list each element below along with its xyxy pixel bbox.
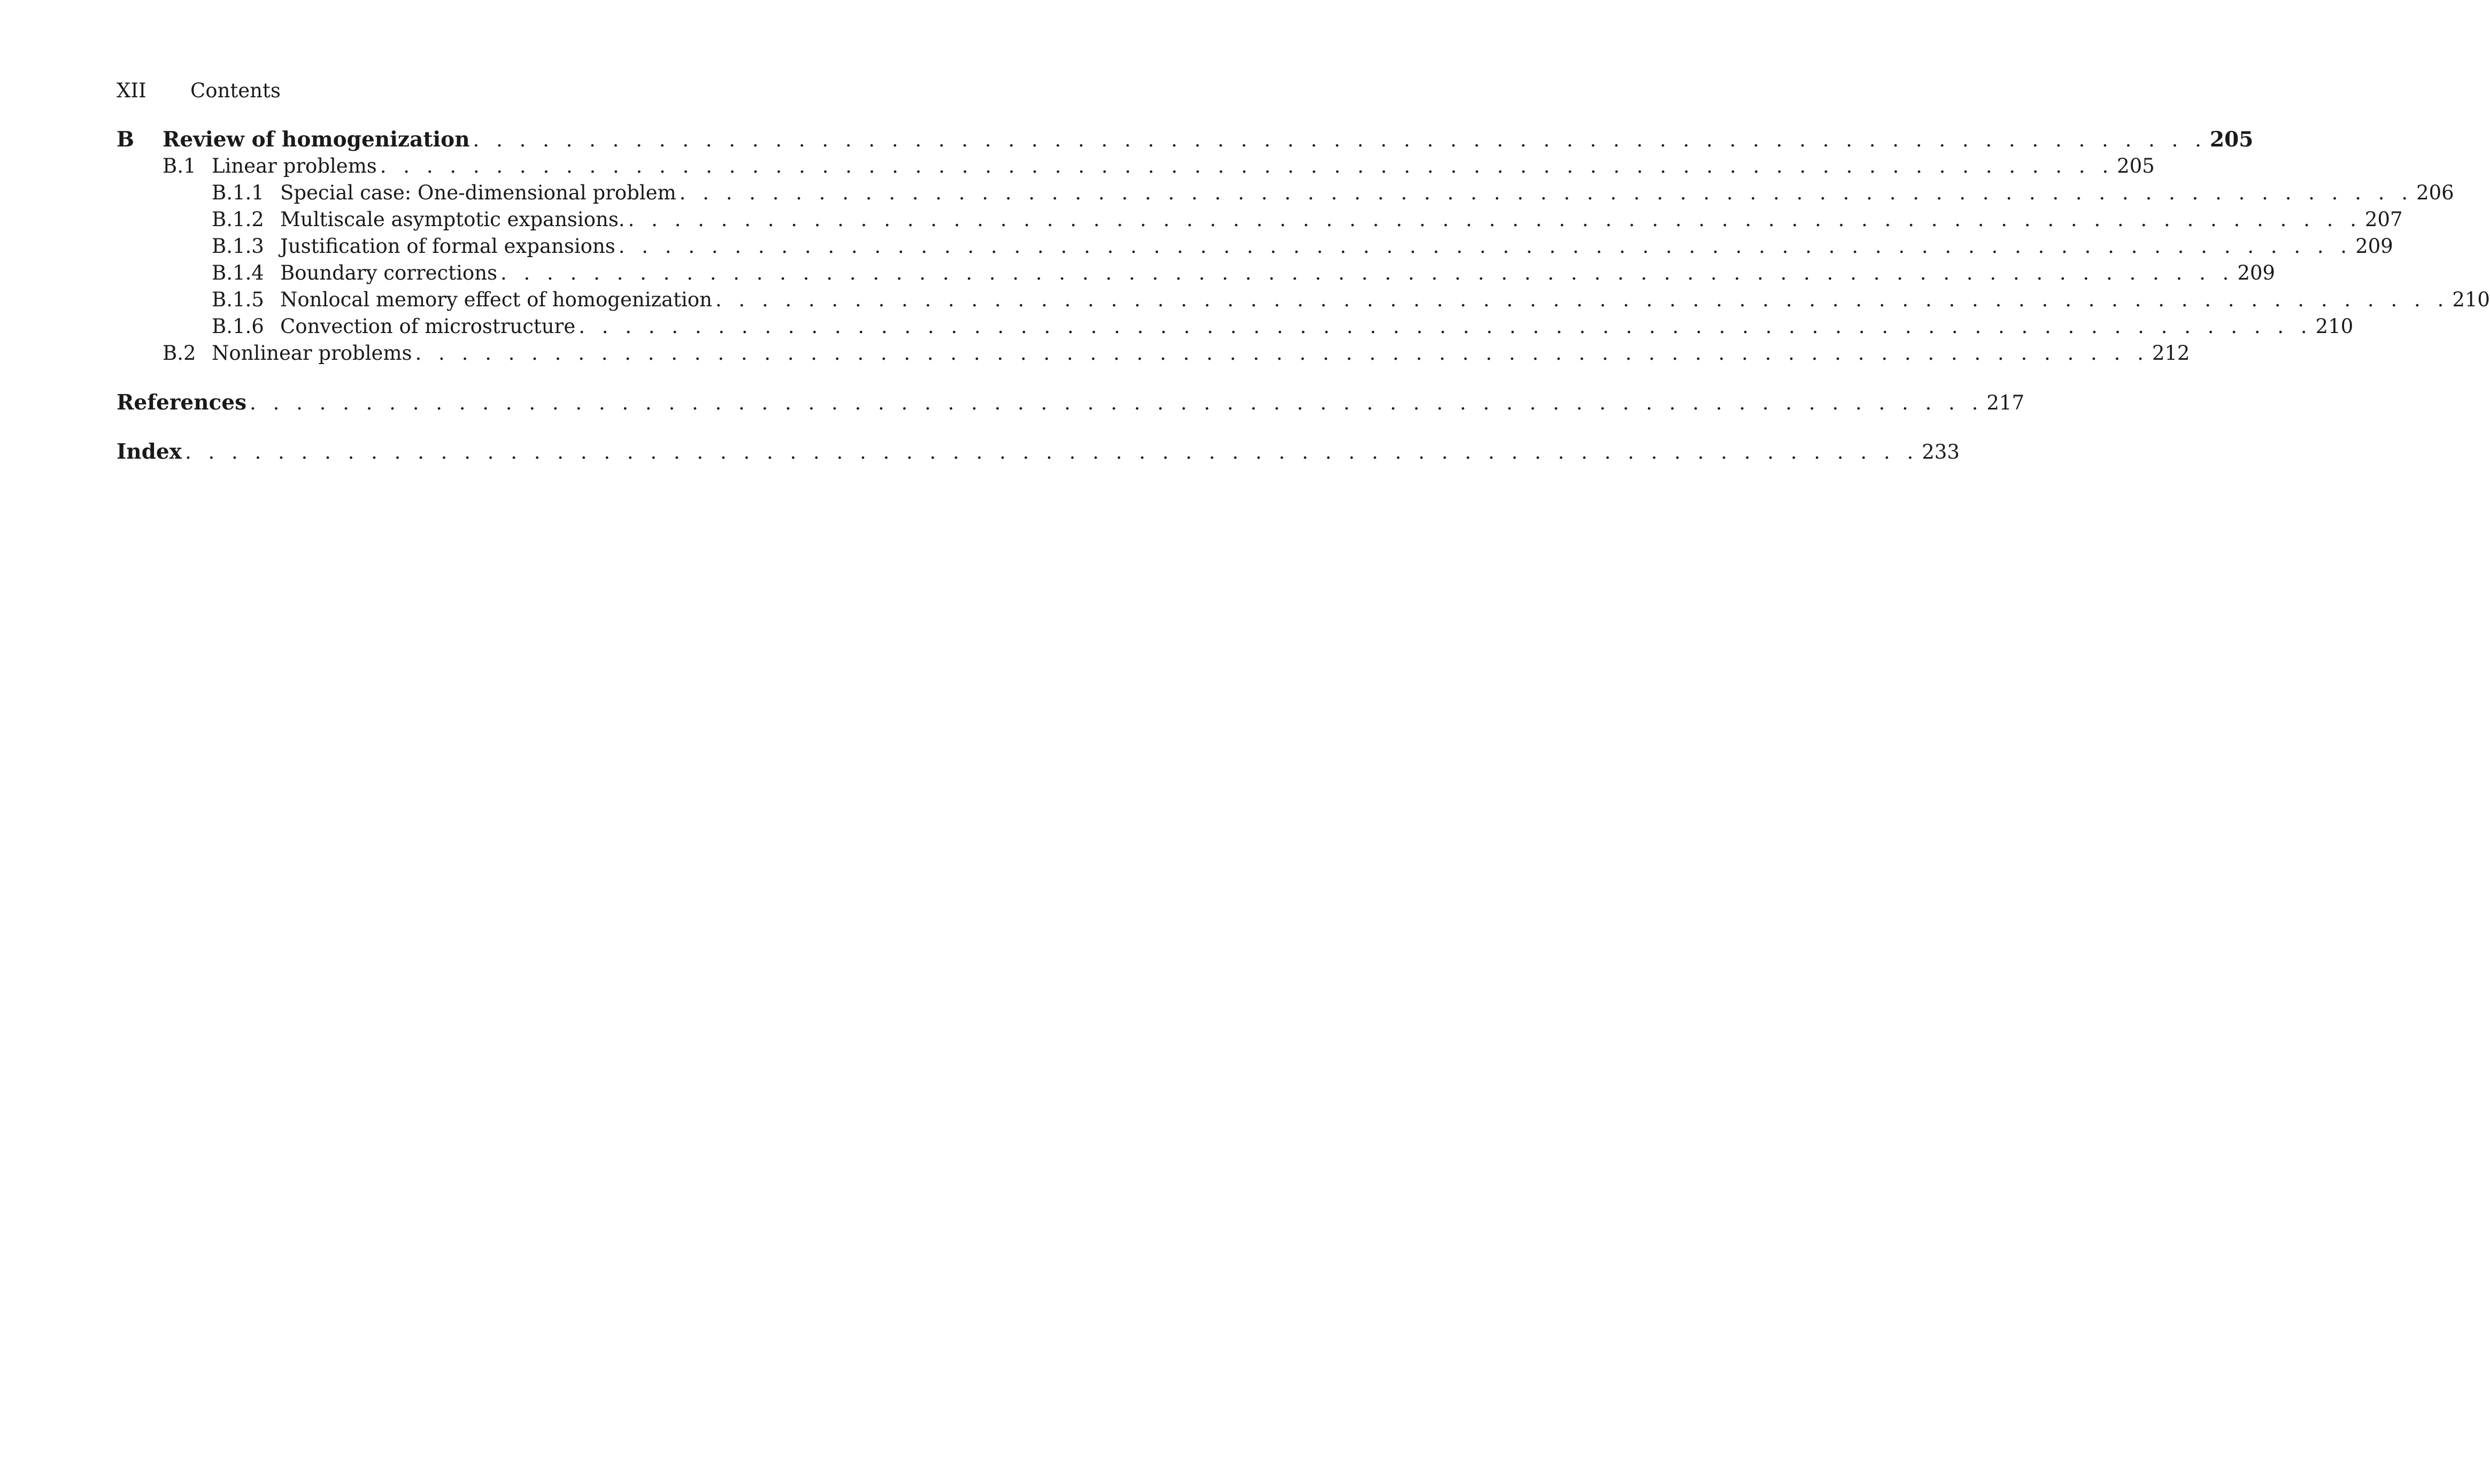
toc-entry-number: B.1.5 [212,288,264,311]
toc-entry-number: B.1.4 [212,261,264,284]
toc-entry-title: Special case: One-dimensional problem [280,181,676,204]
toc-entry-title: Multiscale asymptotic expansions. [280,208,625,231]
toc-entry-page: 209 [2237,261,2276,284]
toc-entry-number: B [117,127,134,152]
toc-entry-subsection-b15[interactable] [117,287,2490,313]
toc-entry-title: Nonlinear problems [212,342,412,365]
toc-entry-subsection-b13[interactable] [117,233,2393,260]
toc-entry-page: 210 [2315,315,2354,338]
toc-leader-dots: . . . . . . . . . . . . . . . . . . . . . . . . . . . . . . . . . . . . . . . . . . . . . . . . . . . . . . . . . . . . . . . . . . . . . . . . . . . [500,261,2234,284]
toc-entry-title: Justification of formal expansions [280,235,615,258]
toc-leader-dots: . . . . . . . . . . . . . . . . . . . . . . . . . . . . . . . . . . . . . . . . . . . . . . . . . . . . . . . . . . . . . . . . . . . . . . . . . . . [618,235,2353,258]
toc-leader-dots: . . . . . . . . . . . . . . . . . . . . . . . . . . . . . . . . . . . . . . . . . . . . . . . . . . . . . . . . . . . . . . . . . . . . . . . . . . . [473,128,2207,151]
toc-entry-page: 206 [2416,181,2454,204]
toc-leader-dots: . . . . . . . . . . . . . . . . . . . . . . . . . . . . . . . . . . . . . . . . . . . . . . . . . . . . . . . . . . . . . . . . . . . . . . . . . . . [628,208,2362,231]
toc-entry-number: B.1.2 [212,208,264,231]
toc-entry-page: 210 [2452,288,2490,311]
toc-entry-title: Boundary corrections [280,261,498,284]
toc-entry-subsection-b14[interactable] [117,260,2276,287]
toc-entry-number: B.1 [163,154,196,177]
toc-entry-title: Index [117,439,182,464]
page-folio: XII [117,79,147,102]
toc-leader-dots: . . . . . . . . . . . . . . . . . . . . . . . . . . . . . . . . . . . . . . . . . . . . . . . . . . . . . . . . . . . . . . . . . . . . . . . . . . . [184,440,1919,463]
toc-entry-page: 205 [2117,154,2155,177]
toc-leader-dots: . . . . . . . . . . . . . . . . . . . . . . . . . . . . . . . . . . . . . . . . . . . . . . . . . . . . . . . . . . . . . . . . . . . . . . . . . . . [250,391,1984,414]
toc-entry-subsection-b12[interactable] [117,206,2403,233]
toc-entry-subsection-b16[interactable] [117,313,2354,340]
toc-entry-number: B.2 [163,342,196,365]
toc-entry-chapter-b[interactable] [117,126,2254,153]
toc-leader-dots: . . . . . . . . . . . . . . . . . . . . . . . . . . . . . . . . . . . . . . . . . . . . . . . . . . . . . . . . . . . . . . . . . . . . . . . . . . . [715,288,2449,311]
toc-leader-dots: . . . . . . . . . . . . . . . . . . . . . . . . . . . . . . . . . . . . . . . . . . . . . . . . . . . . . . . . . . . . . . . . . . . . . . . . . . . [579,315,2312,338]
running-head [117,78,281,104]
toc-entry-title: Linear problems [212,154,377,177]
toc-entry-page: 212 [2152,342,2190,365]
toc-entry-page: 233 [1922,440,1960,463]
toc-entry-title: Convection of microstructure [280,315,576,338]
running-head-title: Contents [190,79,281,102]
toc-entry-page: 205 [2209,127,2254,152]
toc-entry-subsection-b11[interactable] [117,180,2454,206]
toc-entry-number: B.1.6 [212,315,264,338]
toc-leader-dots: . . . . . . . . . . . . . . . . . . . . . . . . . . . . . . . . . . . . . . . . . . . . . . . . . . . . . . . . . . . . . . . . . . . . . . . . . . . [380,154,2114,177]
toc-leader-dots: . . . . . . . . . . . . . . . . . . . . . . . . . . . . . . . . . . . . . . . . . . . . . . . . . . . . . . . . . . . . . . . . . . . . . . . . . . . [679,181,2414,204]
toc-entry-title: References [117,390,247,415]
toc-entry-number: B.1.3 [212,235,264,258]
toc-leader-dots: . . . . . . . . . . . . . . . . . . . . . . . . . . . . . . . . . . . . . . . . . . . . . . . . . . . . . . . . . . . . . . . . . . . . . . . . . . . [415,342,2149,365]
toc-entry-title: Nonlocal memory effect of homogenization [280,288,712,311]
toc-entry-page: 207 [2365,208,2403,231]
toc-entry-index[interactable] [117,438,1960,465]
toc-entry-references[interactable] [117,389,2025,416]
toc-entry-number: B.1.1 [212,181,264,204]
toc-entry-section-b1[interactable] [117,153,2155,180]
toc-entry-page: 217 [1986,391,2025,414]
toc-entry-section-b2[interactable] [117,340,2190,367]
toc-entry-title: Review of homogenization [163,127,470,152]
toc-entry-page: 209 [2355,235,2393,258]
